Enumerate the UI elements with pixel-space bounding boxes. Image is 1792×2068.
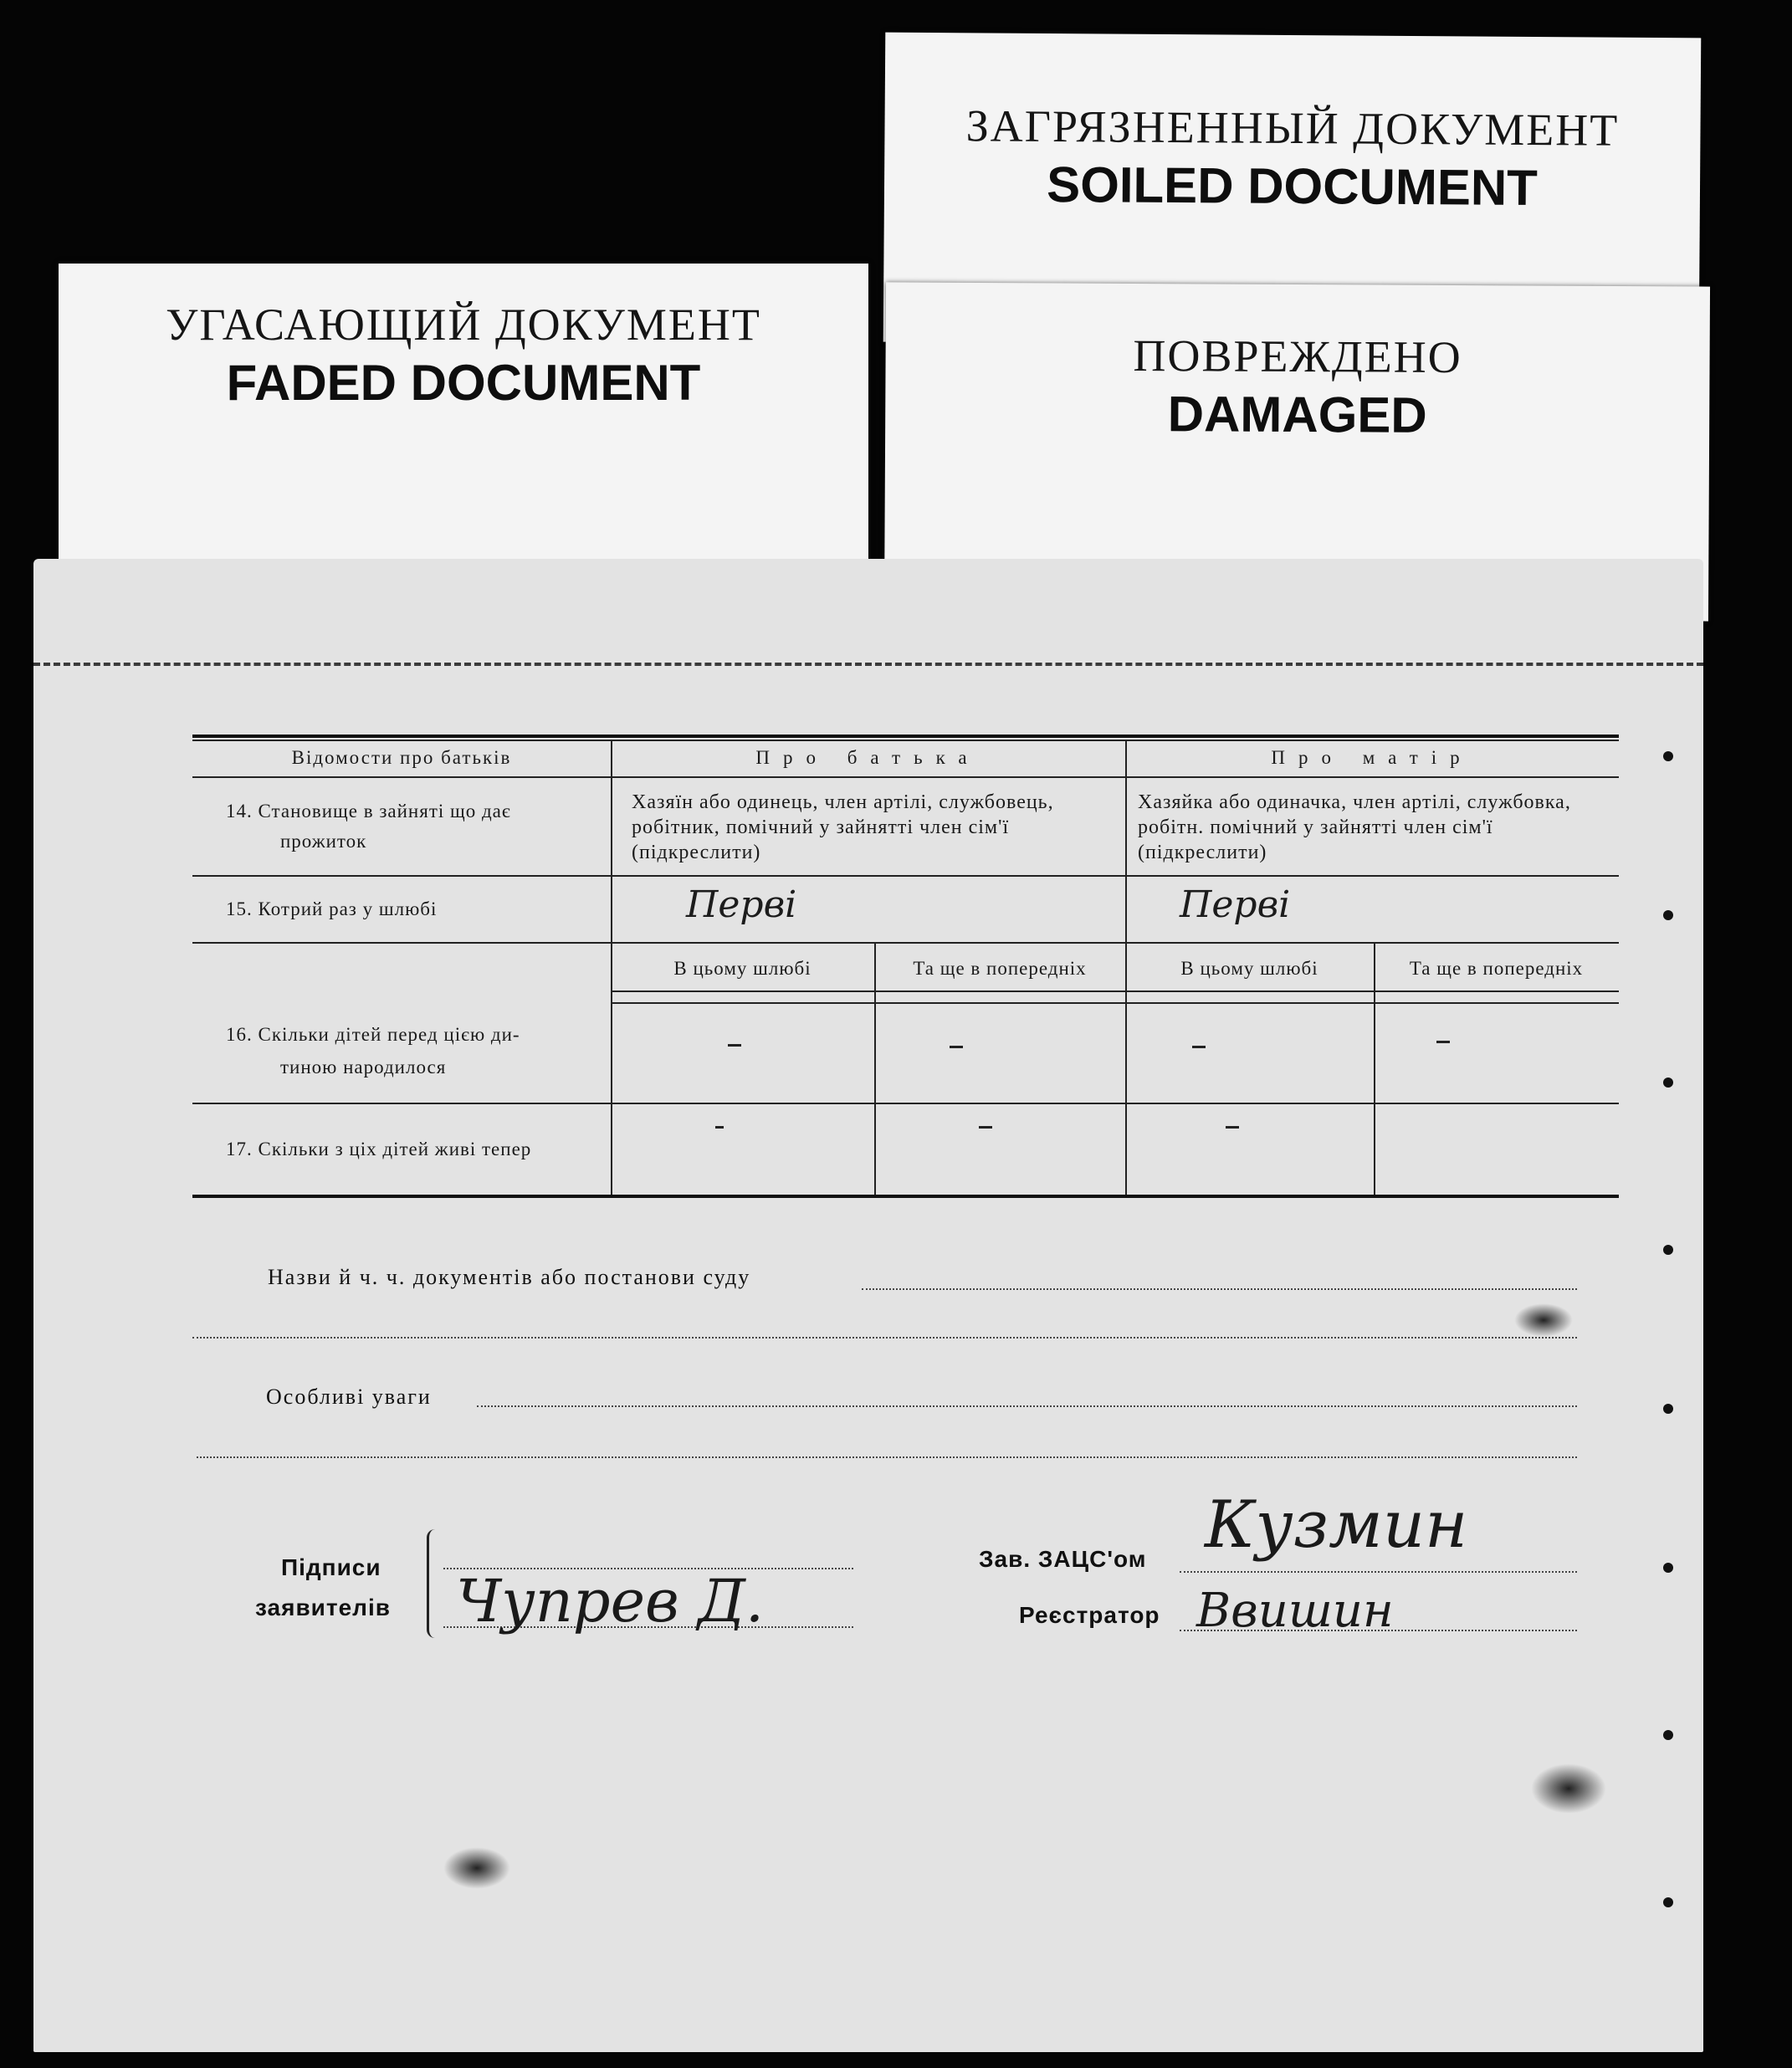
mother-this-marriage: В цьому шлюбі: [1180, 958, 1318, 979]
binding-hole: [1663, 751, 1673, 761]
binding-hole: [1663, 1404, 1673, 1414]
binding-hole: [1663, 910, 1673, 920]
row15-mother-value: Перві: [1180, 883, 1291, 926]
soiled-card-ru: ЗАГРЯЗНЕННЫЙ ДОКУМЕНТ: [965, 100, 1620, 156]
signatures-label-line1: Підписи: [281, 1554, 381, 1580]
parents-info-table: [192, 735, 1619, 1203]
row16-label-line2: тиною народилося: [280, 1057, 447, 1078]
row15-label: 15. Котрий раз у шлюбі: [226, 898, 438, 919]
binding-hole: [1663, 1078, 1673, 1088]
row14-label-line2: прожиток: [280, 831, 367, 852]
soiled-card-en: SOILED DOCUMENT: [1046, 156, 1539, 217]
binding-hole: [1663, 1245, 1673, 1255]
binding-hole: [1663, 1563, 1673, 1573]
damaged-card-ru: ПОВРЕЖДЕНО: [1133, 330, 1462, 383]
blank-dash: [715, 1126, 724, 1129]
row17-label: 17. Скільки з ціх дітей живі тепер: [226, 1139, 532, 1159]
registrar-signature: Ввишин: [1196, 1584, 1394, 1638]
blank-dash: [1226, 1126, 1239, 1129]
form-sheet: [33, 559, 1703, 2052]
row14-father-options: Хазяїн або одинець, член артілі, службовець, робітник, помічний у зайнятті член сім'ї (підкреслити): [632, 791, 1054, 863]
row15-father-value: Перві: [686, 883, 797, 926]
blank-dash: [979, 1126, 992, 1129]
row16-label-line1: 16. Скільки дітей перед цією ди-: [226, 1024, 520, 1045]
faded-document-card: [59, 264, 868, 581]
signatures-brace: [427, 1529, 443, 1638]
signatures-label-line2: заявителів: [255, 1595, 391, 1620]
father-this-marriage: В цьому шлюбі: [673, 958, 812, 979]
father-previous: Та ще в попередніх: [913, 958, 1087, 979]
row14-mother-options: Хазяйка або одиначка, член артілі, службовка, робітн. помічний у зайнятті член сім'ї (підкреслити): [1138, 791, 1571, 863]
smudge: [1514, 1303, 1573, 1337]
faded-card-ru: УГАСАЮЩИЙ ДОКУМЕНТ: [166, 299, 761, 350]
remarks-label: Особливі уваги: [266, 1385, 432, 1409]
smudge: [443, 1847, 510, 1889]
binding-hole: [1663, 1897, 1673, 1907]
damaged-card-en: DAMAGED: [1167, 386, 1427, 443]
registrar-label: Реєстратор: [1019, 1602, 1160, 1628]
binding-hole: [1663, 1730, 1673, 1740]
applicant-signature: Чупрев Д.: [456, 1567, 765, 1635]
blank-dash: [1192, 1046, 1206, 1048]
perforation-line: [33, 663, 1703, 666]
head-zags-label: Зав. ЗАЦС'ом: [979, 1546, 1147, 1572]
smudge: [1531, 1763, 1606, 1814]
header-parents-info: Відомости про батьків: [291, 747, 512, 768]
head-signature: Кузмин: [1205, 1487, 1468, 1563]
blank-dash: [728, 1044, 741, 1047]
mother-previous: Та ще в попередніх: [1409, 958, 1584, 979]
row14-label-line1: 14. Становище в зайняті що дає: [226, 801, 511, 822]
header-about-father: Про батька: [755, 747, 980, 768]
binding-holes: [1663, 559, 1680, 2052]
blank-dash: [950, 1046, 963, 1048]
header-about-mother: Про матір: [1271, 747, 1473, 768]
blank-dash: [1436, 1041, 1450, 1043]
documents-label: Назви й ч. ч. документів або постанови суду: [268, 1265, 751, 1289]
faded-card-en: FADED DOCUMENT: [226, 355, 701, 411]
